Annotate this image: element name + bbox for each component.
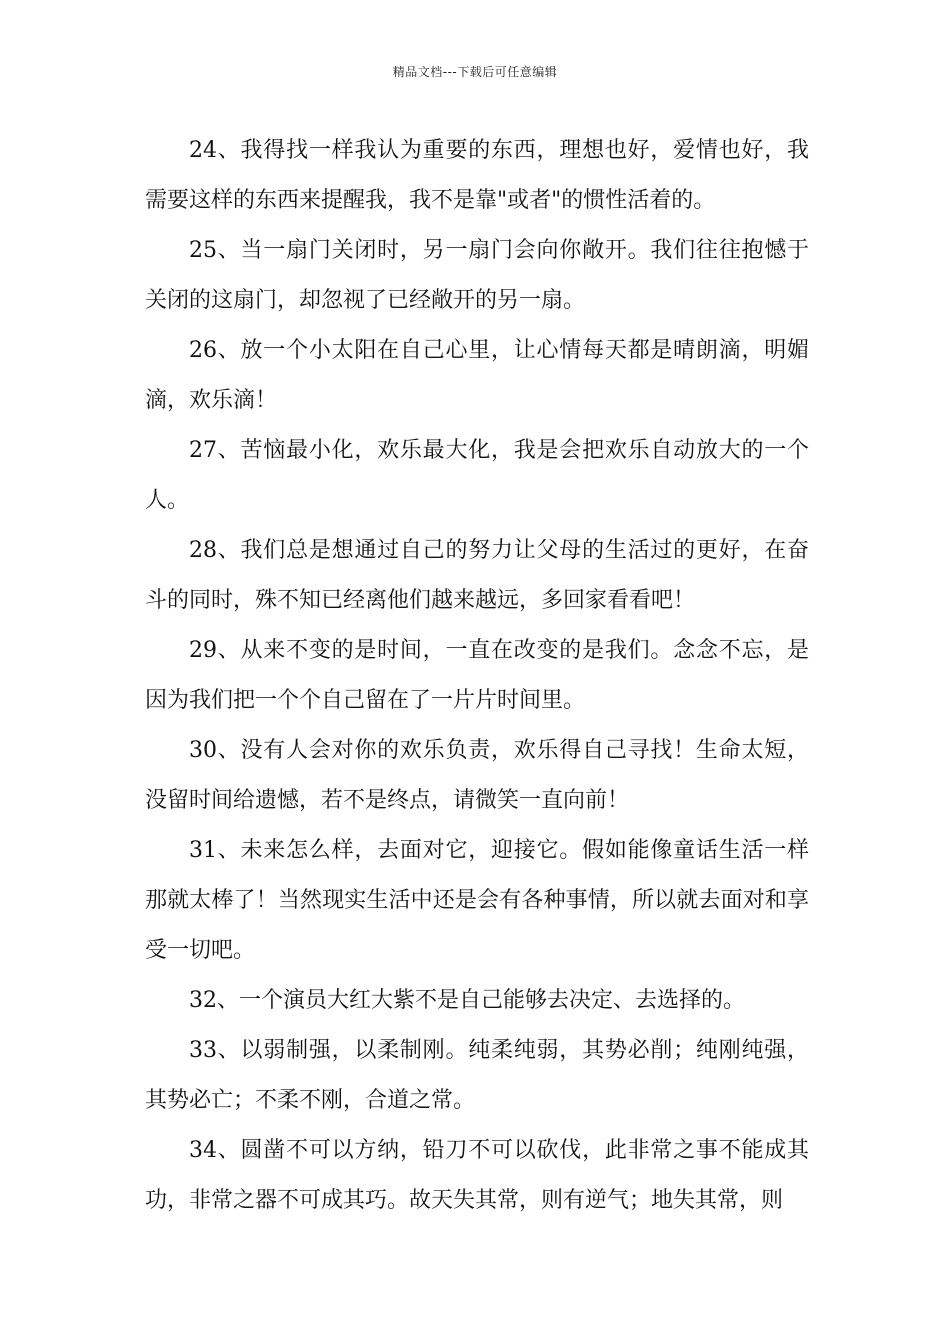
- paragraph-24: 24、我得找一样我认为重要的东西，理想也好，爱情也好，我需要这样的东西来提醒我，我不是靠"或者"的惯性活着的。: [145, 138, 809, 213]
- paragraph-31: 31、未来怎么样，去面对它，迎接它。假如能像童话生活一样那就太棒了！当然现实生活中还是会有各种事情，所以就去面对和享受一切吧。: [145, 838, 809, 963]
- paragraph-34: 34、圆凿不可以方纳，铅刀不可以砍伐，此非常之事不能成其功，非常之器不可成其巧。故天失其常，则有逆气；地失其常，则: [145, 1138, 809, 1213]
- paragraph-28: 28、我们总是想通过自己的努力让父母的生活过的更好，在奋斗的同时，殊不知已经离他们越来越远，多回家看看吧！: [145, 538, 809, 613]
- paragraph-33: 33、以弱制强，以柔制刚。纯柔纯弱，其势必削；纯刚纯强，其势必亡；不柔不刚，合道之常。: [145, 1038, 809, 1113]
- paragraph-30: 30、没有人会对你的欢乐负责，欢乐得自己寻找！生命太短，没留时间给遗憾，若不是终点，请微笑一直向前！: [145, 738, 809, 813]
- paragraph-32: 32、一个演员大红大紫不是自己能够去决定、去选择的。: [189, 988, 745, 1013]
- paragraph-26: 26、放一个小太阳在自己心里，让心情每天都是晴朗滴，明媚滴，欢乐滴！: [145, 338, 809, 413]
- paragraph-25: 25、当一扇门关闭时，另一扇门会向你敞开。我们往往抱憾于关闭的这扇门，却忽视了已经敞开的另一扇。: [145, 238, 809, 313]
- document-body: [145, 126, 809, 1226]
- page-header: 精品文档---下载后可任意编辑: [392, 65, 558, 79]
- paragraph-29: 29、从来不变的是时间，一直在改变的是我们。念念不忘，是因为我们把一个个自己留在了一片片时间里。: [145, 638, 809, 713]
- paragraph-27: 27、苦恼最小化，欢乐最大化，我是会把欢乐自动放大的一个人。: [145, 438, 809, 513]
